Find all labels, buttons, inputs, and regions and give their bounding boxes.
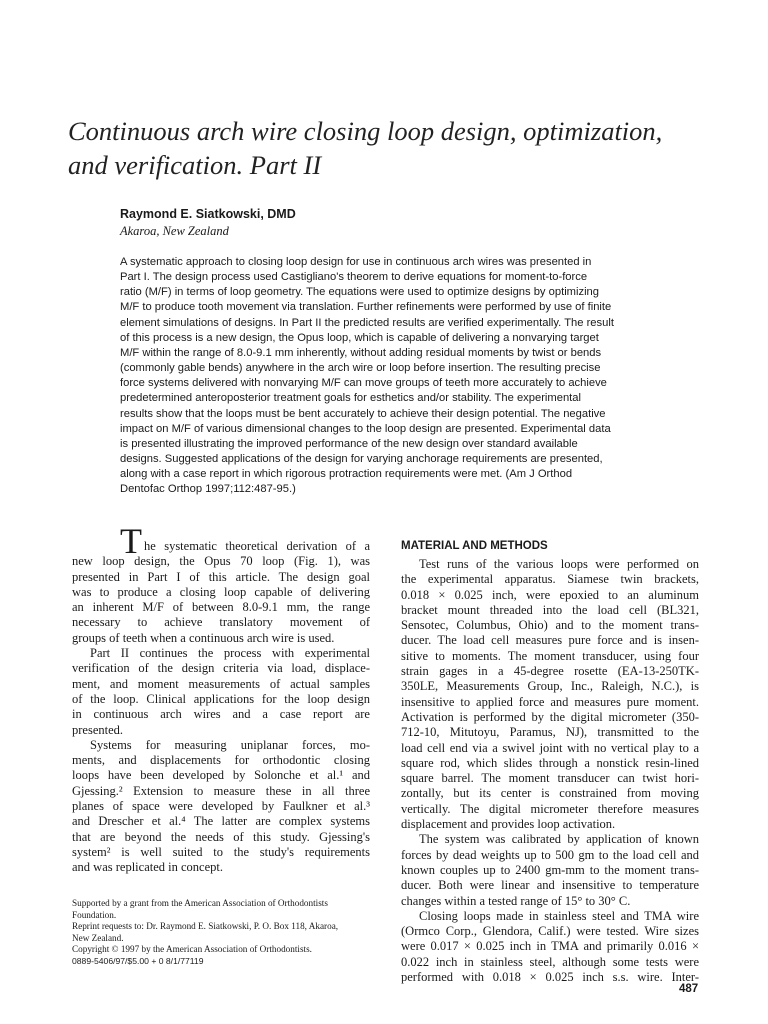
body-line: loops have been developed by Solonche et al.¹ and	[72, 768, 370, 783]
title-line: Continuous arch wire closing loop design, optimization,	[68, 116, 663, 146]
body-line: insensitive to applied force and measures pure moment.	[401, 694, 699, 709]
body-line: and Drescher et al.⁴ The latter are complex systems	[72, 814, 370, 829]
body-line: presented.	[72, 722, 124, 737]
body-line: system² is well suited to the study's requirements	[72, 844, 370, 859]
abstract-line: designs. Suggested applications of the design for varying anchorage requirements are presented,	[120, 453, 603, 466]
body-line: he systematic theoretical derivation of a	[144, 539, 370, 553]
body-line: that are beyond the needs of this study. Gjessing's	[72, 829, 370, 844]
body-line: Activation is performed by the digital micrometer (350-	[401, 709, 699, 724]
body-line: displacement and provides loop activation.	[401, 817, 616, 832]
body-line: The system was calibrated by application of known	[419, 832, 699, 847]
footnote-line: Reprint requests to: Dr. Raymond E. Siatkowski, P. O. Box 118, Akaroa,	[72, 921, 339, 931]
abstract-line: along with a case report in which rigorous protraction requirements were met. (Am J Orthod	[120, 468, 573, 481]
body-line: of the loop. Clinical applications for the loop design	[72, 691, 370, 706]
body-line: ments, and displacements for orthodontic closing	[72, 753, 370, 768]
abstract-line: is presented illustrating the improved performance of the new design over standard available	[120, 437, 578, 450]
right-column-body	[401, 539, 699, 985]
body-line: strain gages in a 45-degree rosette (EA-13-250TK-	[401, 664, 699, 679]
footnote-line: Copyright © 1997 by the American Association of Orthodontists.	[72, 944, 312, 954]
body-line: Test runs of the various loops were performed on	[419, 557, 699, 571]
abstract	[120, 255, 680, 498]
abstract-line: element simulations of designs. In Part II the predicted results are verified experimentally. The result	[120, 316, 614, 329]
body-line: 0.018 × 0.025 inch, were epoxied to an aluminum	[401, 587, 699, 602]
intro-paragraph-start	[72, 521, 370, 561]
author-name: Raymond E. Siatkowski, DMD	[120, 207, 296, 221]
body-line: and was replicated in concept.	[72, 860, 223, 875]
abstract-line: Dentofac Orthop 1997;112:487-95.)	[120, 483, 296, 496]
body-line: changes within a tested range of 15° to 30° C.	[401, 893, 631, 908]
body-line: in continuous arch wires and a case report are	[72, 707, 370, 722]
page-number: 487	[679, 983, 699, 995]
footnote-line: Foundation.	[72, 909, 117, 920]
body-line: presented in Part I of this article. The design goal	[72, 569, 370, 584]
left-column-body	[72, 521, 370, 876]
body-line: known couples up to 2400 gm-mm to the moment trans-	[401, 862, 699, 877]
body-line: square rod, which slides through a nonstick resin-lined	[401, 755, 699, 770]
body-line: zontally, but its center is constrained from moving	[401, 786, 699, 801]
body-line: Part II continues the process with experimental	[90, 646, 370, 661]
footnotes	[72, 898, 372, 967]
drop-cap: T	[120, 521, 142, 561]
body-line: Closing loops made in stainless steel and TMA wire	[419, 908, 699, 923]
abstract-line: force systems delivered with nonvarying M/F can move groups of teeth more accurately to achieve	[120, 377, 607, 390]
body-line: sitive to moments. The moment transducer, using four	[401, 648, 699, 663]
body-line: 0.022 inch in stainless steel, although some tests were	[401, 954, 699, 969]
body-line: the experimental apparatus. Siamese twin brackets,	[401, 572, 699, 587]
author-affiliation: Akaroa, New Zealand	[120, 224, 229, 238]
body-line: new loop design, the Opus 70 loop (Fig. 1), was	[72, 554, 370, 569]
body-line: Gjessing.² Extension to measure these in all three	[72, 783, 370, 798]
footnote-line: Supported by a grant from the American Association of Orthodontists	[72, 898, 328, 908]
body-line: an inherent M/F of between 8.0-9.1 mm, the range	[72, 600, 370, 615]
body-line: load cell end via a swivel joint with no vertical play to a	[401, 740, 699, 755]
body-line: ducer. Both were linear and insensitive to temperature	[401, 878, 699, 893]
body-line: square barrel. The moment transducer can twist hori-	[401, 771, 699, 786]
body-line: bracket mount threaded into the load cell (BL321,	[401, 602, 699, 617]
body-line: Systems for measuring uniplanar forces, mo-	[90, 737, 370, 752]
abstract-line: (commonly gable bends) anywhere in the arch wire or loop before insertion. The resulting precise	[120, 362, 601, 375]
abstract-line: predetermined anteroposterior treatment goals for esthetics and/or stability. The experimental	[120, 392, 581, 405]
section-heading: MATERIAL AND METHODS	[401, 540, 548, 552]
body-line: planes of space were developed by Faulkner et al.³	[72, 799, 370, 814]
footnote-line: New Zealand.	[72, 932, 124, 943]
body-line: Sensotec, Columbus, Ohio) and to the moment trans-	[401, 618, 699, 633]
body-line: vertically. The digital micrometer therefore measures	[401, 801, 699, 816]
body-line: was to produce a closing loop capable of delivering	[72, 584, 370, 599]
abstract-line: ratio (M/F) in terms of loop geometry. The equations were used to optimize designs by optimizing	[120, 286, 600, 299]
body-line: 350LE, Measurements Group, Inc., Raleigh, N.C.), is	[401, 679, 699, 694]
body-line: performed with 0.018 × 0.025 inch s.s. wire. Inter-	[401, 970, 699, 985]
body-line: necessary to achieve translatory movement of	[72, 615, 370, 630]
body-line: groups of teeth when a continuous arch wire is used.	[72, 630, 335, 645]
abstract-line: results show that the loops must be bent accurately to achieve their design potential. The negative	[120, 407, 606, 420]
title-line: and verification. Part II	[68, 150, 322, 180]
abstract-line: M/F to produce tooth movement via translation. Further refinements were performed by use of finite	[120, 301, 612, 314]
abstract-line: M/F within the range of 8.0-9.1 mm inherently, without adding residual moments by twist or bends	[120, 346, 602, 359]
body-line: (Ormco Corp., Glendora, Calif.) were tested. Wire sizes	[401, 924, 699, 939]
abstract-line: A systematic approach to closing loop design for use in continuous arch wires was presented in	[120, 256, 592, 268]
body-line: ment, and moment measurements of actual samples	[72, 676, 370, 691]
body-line: forces by dead weights up to 500 gm to the load cell and	[401, 847, 699, 862]
body-line: 712-10, Mitutoyu, Paramus, NJ), transmitted to the	[401, 725, 699, 740]
body-line: ducer. The load cell measures pure force and is insen-	[401, 633, 699, 648]
footnote-line: 0889-5406/97/$5.00 + 0 8/1/77119	[72, 955, 204, 966]
body-line: verification of the design criteria via load, displace-	[72, 661, 370, 676]
abstract-line: impact on M/F of various dimensional changes to the loop design are presented. Experimental data	[120, 422, 611, 435]
abstract-line: of this process is a new design, the Opus loop, which is capable of delivering a nonvarying target	[120, 331, 599, 344]
article-title	[68, 114, 728, 182]
body-line: were 0.017 × 0.025 inch in TMA and primarily 0.016 ×	[401, 939, 699, 954]
abstract-line: Part I. The design process used Castigliano's theorem to derive equations for moment-to-force	[120, 271, 588, 284]
